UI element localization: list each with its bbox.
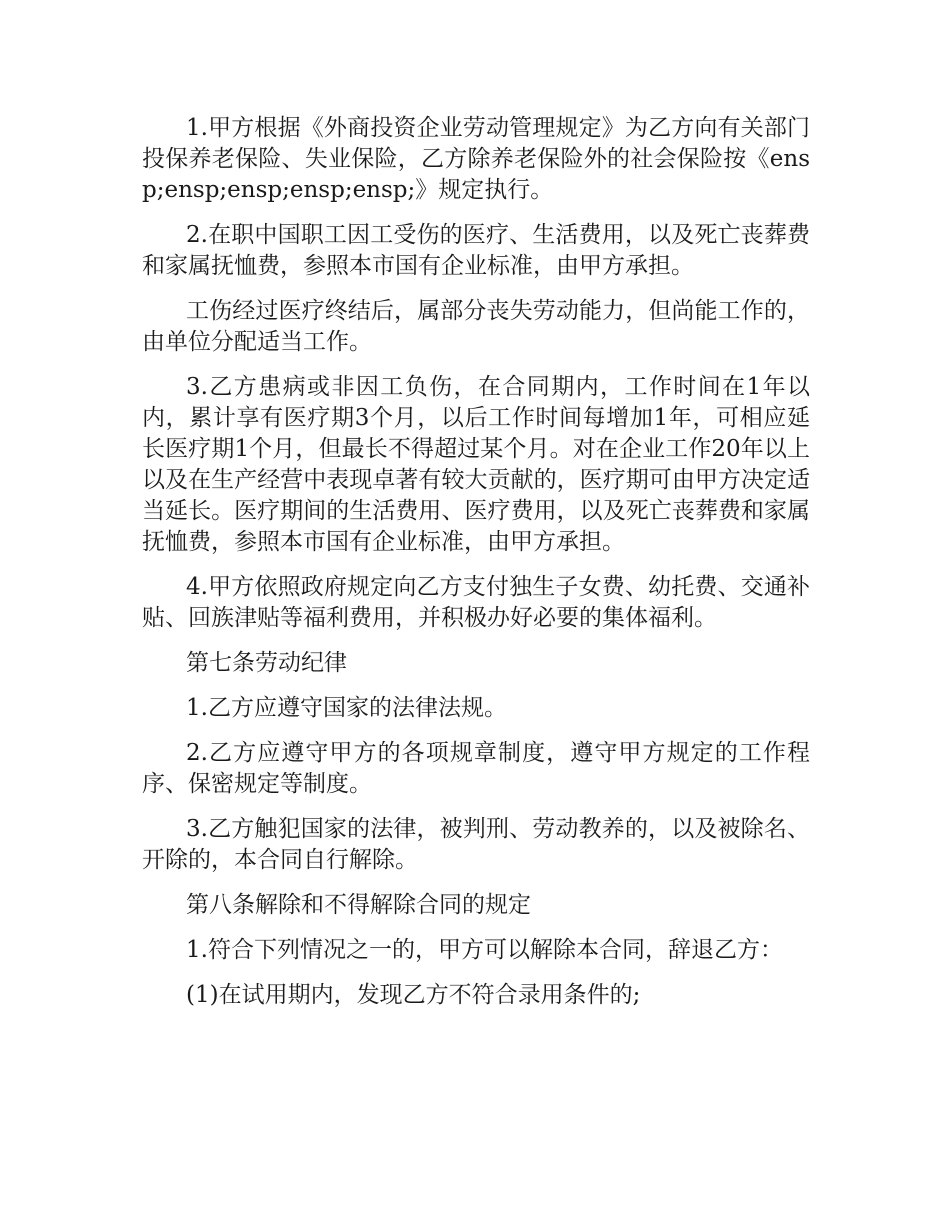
paragraph-discipline-3: 3.乙方触犯国家的法律，被判刑、劳动教养的，以及被除名、开除的，本合同自行解除。 bbox=[142, 816, 810, 873]
paragraph-welfare: 4.甲方依照政府规定向乙方支付独生子女费、幼托费、交通补贴、回族津贴等福利费用，并积极办好必要的集体福利。 bbox=[142, 574, 810, 631]
section-heading-article-7: 第七条劳动纪律 bbox=[186, 650, 347, 676]
paragraph-injury-reassignment: 工伤经过医疗终结后，属部分丧失劳动能力，但尚能工作的，由单位分配适当工作。 bbox=[142, 298, 810, 355]
document-body bbox=[142, 113, 810, 1025]
paragraph-termination-1: 1.符合下列情况之一的，甲方可以解除本合同，辞退乙方： bbox=[186, 937, 783, 963]
paragraph-termination-1-1: (1)在试用期内，发现乙方不符合录用条件的; bbox=[186, 982, 641, 1008]
section-heading-article-8: 第八条解除和不得解除合同的规定 bbox=[186, 892, 531, 918]
paragraph-insurance: 1.甲方根据《外商投资企业劳动管理规定》为乙方向有关部门投保养老保险、失业保险，乙方除养老保险外的社会保险按《ensp;ensp;ensp;ensp;ensp;》规定执行。 bbox=[142, 115, 810, 203]
paragraph-injury-costs: 2.在职中国职工因工受伤的医疗、生活费用，以及死亡丧葬费和家属抚恤费，参照本市国有企业标准，由甲方承担。 bbox=[142, 222, 810, 279]
paragraph-discipline-2: 2.乙方应遵守甲方的各项规章制度，遵守甲方规定的工作程序、保密规定等制度。 bbox=[142, 740, 810, 797]
paragraph-discipline-1: 1.乙方应遵守国家的法律法规。 bbox=[186, 695, 507, 721]
paragraph-medical-period: 3.乙方患病或非因工负伤，在合同期内，工作时间在1年以内，累计享有医疗期3个月，以后工作时间每增加1年，可相应延长医疗期1个月，但最长不得超过某个月。对在企业工作20年以上以及在生产经营中表现卓著有较大贡献的，医疗期可由甲方决定适当延长。医疗期间的生活费用、医疗费用，以及死亡丧葬费和家属抚恤费，参照本市国有企业标准，由甲方承担。 bbox=[142, 374, 810, 555]
